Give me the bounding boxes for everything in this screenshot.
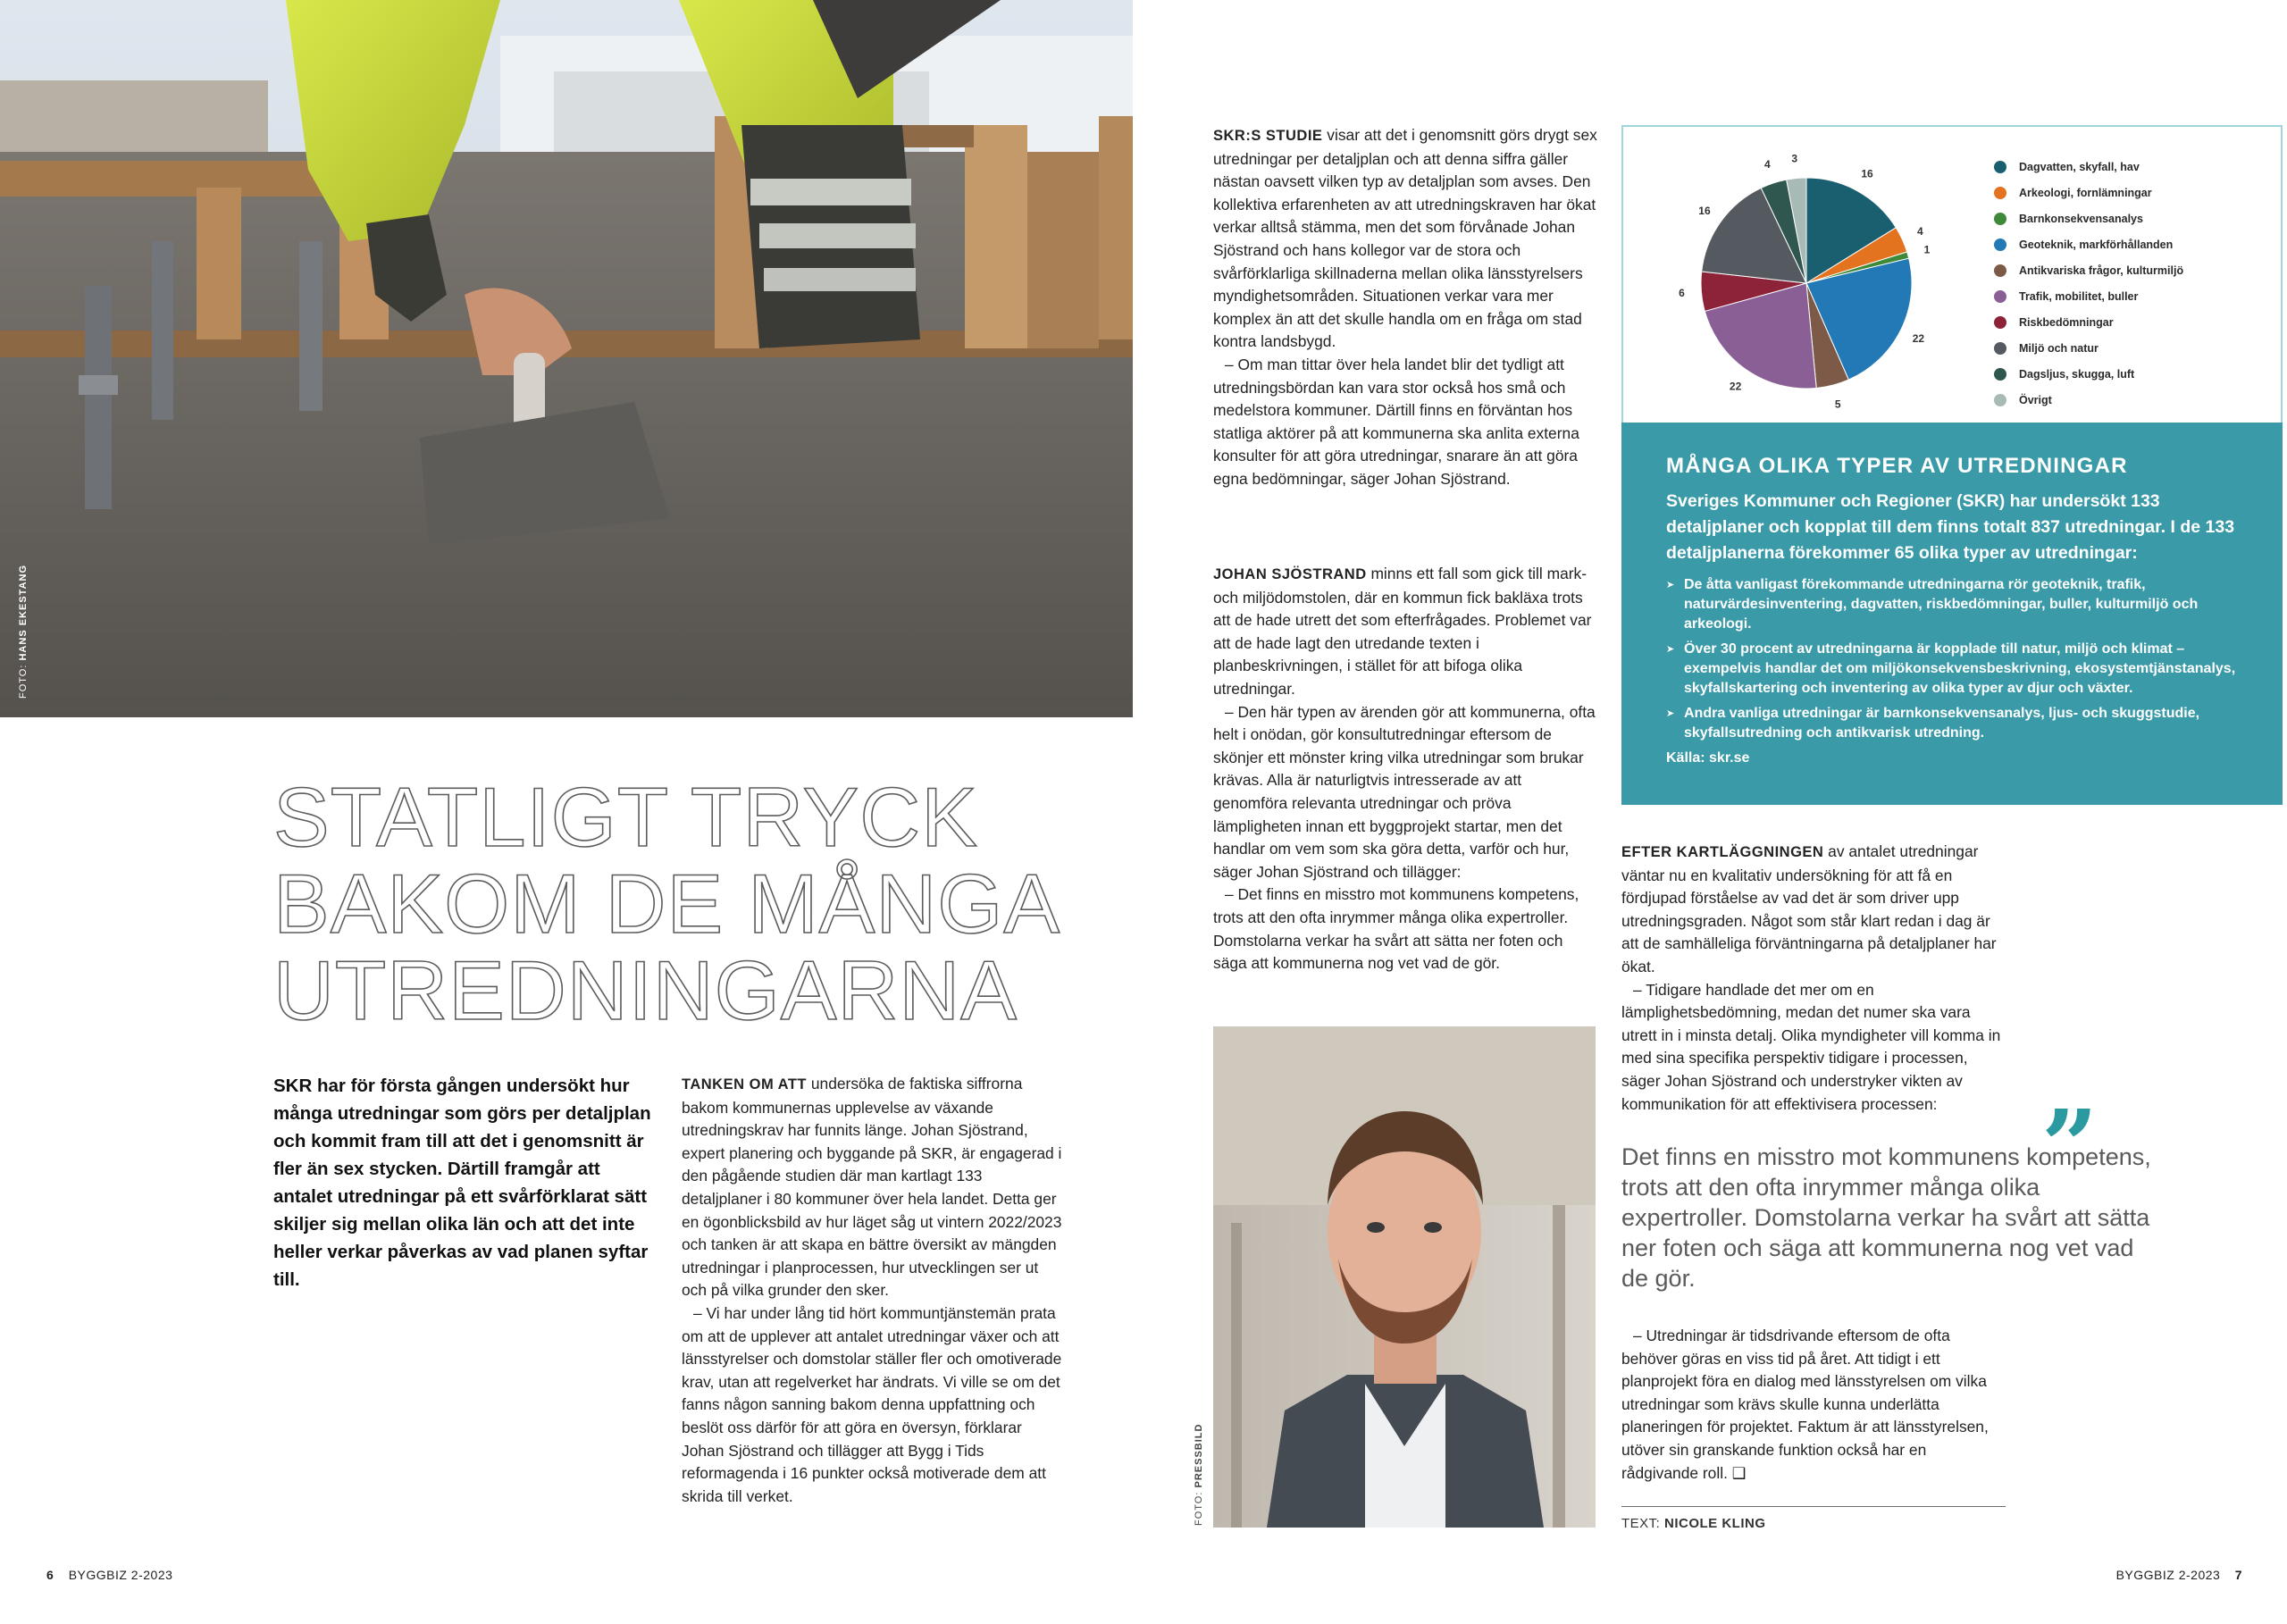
legend-label: Arkeologi, fornlämningar bbox=[2019, 186, 2152, 199]
pie-data-label: 3 bbox=[1791, 152, 1798, 165]
lead-paragraph: SKR har för första gången undersökt hur många utredningar som görs per detaljplan och kommit fram till att det i genomsnitt är fler än sex stycken. Därtill framgår att antalet utredningar på ett svårförklarat sätt skiljer sig mellan olika län och att det inte heller verkar påverkas av vad planen syftar till. bbox=[273, 1076, 651, 1290]
pie-chart bbox=[1659, 145, 1954, 413]
paragraph: – Om man tittar över hela landet blir det tydligt att utredningsbördan kan vara stor också hos små och medelstora kommuner. Därtill finns en förväntan hos statliga aktörer på att kommunerna ska anlita externa konsulter för att göra utredningar, snarare än att göra egna bedömningar, säger Johan Sjöstrand. bbox=[1213, 355, 1579, 488]
paragraph bbox=[682, 1073, 1066, 1302]
footer-right bbox=[2116, 1568, 2253, 1582]
chart-legend bbox=[1994, 154, 2183, 413]
byline-name: NICOLE KLING bbox=[1664, 1516, 1766, 1531]
body-column-3-lower bbox=[1621, 1325, 2006, 1485]
hero-photo bbox=[0, 0, 1133, 717]
legend-label: Geoteknik, markförhållanden bbox=[2019, 238, 2174, 251]
legend-label: Miljö och natur bbox=[2019, 341, 2099, 355]
legend-swatch bbox=[1994, 394, 2006, 406]
legend-swatch bbox=[1994, 187, 2006, 199]
pie-data-label: 6 bbox=[1679, 287, 1685, 300]
legend-item bbox=[1994, 335, 2183, 361]
legend-label: Antikvariska frågor, kulturmiljö bbox=[2019, 264, 2184, 277]
fact-box-bullet: ➤ Över 30 procent av utredningarna är kopplade till natur, miljö och klimat – exempelvis handlar det om miljökonsekvensbeskrivning, ekosystemtjänstanalys, skyfallskartering och inventering av olika typer av djur och växter. bbox=[1666, 640, 2252, 699]
legend-swatch bbox=[1994, 342, 2006, 355]
pie-data-label: 16 bbox=[1698, 204, 1711, 217]
paragraph-text: undersöka de faktiska siffrorna bakom kommunernas upplevelse av växande utredningskrav har funnits länge. Johan Sjöstrand, expert planering och byggande på SKR, är engagerad i den pågående studien där man kartlagt 133 detaljplaner i 80 kommuner över hela landet. Detta ger en ögonblicksbild av hur läget såg ut vintern 2022/2023 och tanken är att skapa en bättre översikt av mängden utredningar i planprocessen, hur utvecklingen ser ut och på vilka grunder den sker. bbox=[682, 1075, 1062, 1300]
legend-swatch bbox=[1994, 290, 2006, 303]
body-column-2-upper bbox=[1213, 124, 1597, 491]
footer-left bbox=[36, 1568, 172, 1582]
headline-line: UTREDNINGARNA bbox=[273, 943, 1018, 1037]
page-number: 7 bbox=[2234, 1568, 2242, 1582]
legend-swatch bbox=[1994, 239, 2006, 251]
fact-box-title: MÅNGA OLIKA TYPER AV UTREDNINGAR bbox=[1666, 454, 2128, 478]
body-column-1 bbox=[682, 1073, 1066, 1508]
byline-label: TEXT: bbox=[1621, 1516, 1661, 1531]
credit-name: PRESSBILD bbox=[1194, 1423, 1204, 1488]
legend-label: Barnkonsekvensanalys bbox=[2019, 212, 2143, 225]
paragraph: – Den här typen av ärenden gör att kommunerna, ofta helt i onödan, gör konsultutredningar eftersom de skönjer ett mönster kring vilka utredningar som brukar krävas. Alla är naturligtvis intresserade av att genomföra relevanta utredningar och pröva lämpligheten innan ett byggprojekt startar, men det handlar om vem som ska göra detta, varför och hur, säger Johan Sjöstrand och tillägger: bbox=[1213, 702, 1596, 881]
byline bbox=[1621, 1506, 2006, 1531]
legend-item bbox=[1994, 231, 2183, 257]
credit-label: FOTO: bbox=[1194, 1491, 1204, 1526]
page-number: 6 bbox=[46, 1568, 54, 1582]
paragraph-text: av antalet utredningar väntar nu en kvalitativ undersökning för att få en fördjupad förståelse av vad det är som driver upp utredningsgraden. Något som står klart redan i dag är att de samhälleliga förväntningarna på detaljplaner har ökat. bbox=[1621, 842, 1997, 975]
paragraph bbox=[1213, 124, 1597, 354]
pie-data-label: 22 bbox=[1729, 380, 1742, 393]
pull-quote: Det finns en misstro mot kommunens kompetens, trots att den ofta inrymmer många olika expertroller. Domstolarna verkar ha svårt att sätta ner foten och säga att kommunerna nog vet vad de gör. bbox=[1621, 1143, 2151, 1292]
legend-item bbox=[1994, 257, 2183, 283]
credit-name: HANS EKESTANG bbox=[18, 564, 29, 661]
legend-item bbox=[1994, 387, 2183, 413]
portrait-photo bbox=[1213, 1026, 1596, 1528]
kicker: EFTER KARTLÄGGNINGEN bbox=[1621, 844, 1824, 860]
paragraph-text: visar att det i genomsnitt görs drygt sex utredningar per detaljplan och att denna siffra gäller nästan oavsett vilken typ av detaljplan som avses. Den kollektiva erfarenheten av att utredningskraven har ökat verkar alltså stämma, men det som förvånade Johan Sjöstrand och hans kollegor var de stora och svårförklarliga skillnaderna mellan olika länsstyrelsers myndighetsområden. Situationen verkar vara mer komplex än att det skulle handla om en fråga om stad kontra landsbygd. bbox=[1213, 126, 1597, 351]
paragraph bbox=[1213, 563, 1597, 701]
paragraph bbox=[1621, 841, 2006, 979]
legend-item bbox=[1994, 283, 2183, 309]
quote-mark-icon: ” bbox=[2041, 1088, 2099, 1203]
kicker: SKR:S STUDIE bbox=[1213, 128, 1323, 144]
fact-box-bullet: ➤ De åtta vanligast förekommande utredningarna rör geoteknik, trafik, naturvärdesinventering, dagvatten, riskbedömningar, buller, kulturmiljö och arkeologi. bbox=[1666, 575, 2252, 634]
legend-item bbox=[1994, 361, 2183, 387]
legend-swatch bbox=[1994, 264, 2006, 277]
headline bbox=[273, 770, 1095, 1037]
pie-chart-panel bbox=[1621, 125, 2283, 423]
paragraph-text: minns ett fall som gick till mark- och miljödomstolen, där en kommun fick bakläxa trots att de hade utrett det som efterfrågades. Problemet var att de hade lagt den utredande texten i planbeskrivningen, i stället för att bifoga olika utredningar. bbox=[1213, 565, 1592, 698]
pie-data-label: 22 bbox=[1912, 332, 1925, 346]
legend-label: Dagsljus, skugga, luft bbox=[2019, 367, 2135, 381]
legend-label: Trafik, mobilitet, buller bbox=[2019, 289, 2139, 303]
magazine-issue: BYGGBIZ 2-2023 bbox=[2115, 1568, 2221, 1582]
body-column-2-lower bbox=[1213, 563, 1597, 975]
fact-box-source: Källa: skr.se bbox=[1666, 750, 1750, 766]
magazine-issue: BYGGBIZ 2-2023 bbox=[68, 1568, 173, 1582]
headline-line: STATLIGT TRYCK bbox=[273, 770, 978, 864]
legend-item bbox=[1994, 309, 2183, 335]
fact-box bbox=[1621, 423, 2283, 805]
pie-data-label: 4 bbox=[1763, 157, 1771, 171]
hero-photo-credit bbox=[18, 565, 29, 699]
paragraph: – Vi har under lång tid hört kommuntjänstemän prata om att de upplever att antalet utredningar växer och att länsstyrelser och domstolar ställer fler och omotiverade krav, utan att regelverket har ändrats. Vi ville se om det fanns någon sanning bakom denna uppfattning och beslöt oss därför för att göra en översyn, förklarar Johan Sjöstrand och tillägger att Bygg i Tids reformagenda i 16 punkter också motiverade dem att skrida till verket. bbox=[682, 1303, 1062, 1505]
pie-data-label: 1 bbox=[1923, 243, 1931, 256]
legend-item bbox=[1994, 205, 2183, 231]
body-column-3-upper bbox=[1621, 841, 2006, 1116]
legend-swatch bbox=[1994, 213, 2006, 225]
paragraph: – Det finns en misstro mot kommunens kompetens, trots att den ofta inrymmer många olika expertroller. Domstolarna verkar ha svårt att sätta ner foten och säga att kommunerna nog vet vad de gör. bbox=[1213, 885, 1579, 973]
kicker: JOHAN SJÖSTRAND bbox=[1213, 566, 1367, 582]
fact-box-bullet: ➤ Andra vanliga utredningar är barnkonsekvensanalys, ljus- och skuggstudie, skyfallsutredning och antikvarisk utredning. bbox=[1666, 704, 2252, 743]
legend-swatch bbox=[1994, 368, 2006, 381]
legend-swatch bbox=[1994, 316, 2006, 329]
kicker: TANKEN OM ATT bbox=[682, 1076, 808, 1092]
legend-label: Riskbedömningar bbox=[2019, 315, 2114, 329]
paragraph: – Tidigare handlade det mer om en lämplighetsbedömning, medan det numer ska vara utrett in i minsta detalj. Olika myndigheter vill komma in med sina specifika perspektiv tidigare i processen, säger Johan Sjöstrand och understryker vikten av kommunikation för att effektivisera processen: bbox=[1621, 980, 2001, 1113]
pie-data-label: 16 bbox=[1861, 167, 1873, 180]
legend-label: Övrigt bbox=[2019, 393, 2052, 406]
legend-swatch bbox=[1994, 161, 2006, 173]
headline-line: BAKOM DE MÅNGA bbox=[273, 857, 1061, 950]
pie-data-label: 5 bbox=[1834, 398, 1841, 411]
legend-label: Dagvatten, skyfall, hav bbox=[2019, 160, 2140, 173]
pie-data-label: 4 bbox=[1917, 224, 1923, 238]
legend-item bbox=[1994, 154, 2183, 180]
fact-box-intro: Sveriges Kommuner och Regioner (SKR) har undersökt 133 detaljplaner och kopplat till dem finns totalt 837 utredningar. I de 133 detaljplanerna förekommer 65 olika typer av utredningar: bbox=[1666, 491, 2235, 563]
fact-box-list bbox=[1666, 575, 2252, 743]
paragraph: – Utredningar är tidsdrivande eftersom de ofta behöver göras en viss tid på året. Att tidigt i ett planprojekt föra en dialog med länsstyrelsen om vilka utredningar som krävs skulle kunna underlätta planeringen för projektet. Faktum är att länsstyrelsen, utöver sin granskande funktion också har en rådgivande roll. ❑ bbox=[1621, 1327, 1989, 1482]
credit-label: FOTO: bbox=[18, 664, 29, 699]
legend-item bbox=[1994, 180, 2183, 205]
portrait-photo-credit bbox=[1194, 1424, 1204, 1526]
